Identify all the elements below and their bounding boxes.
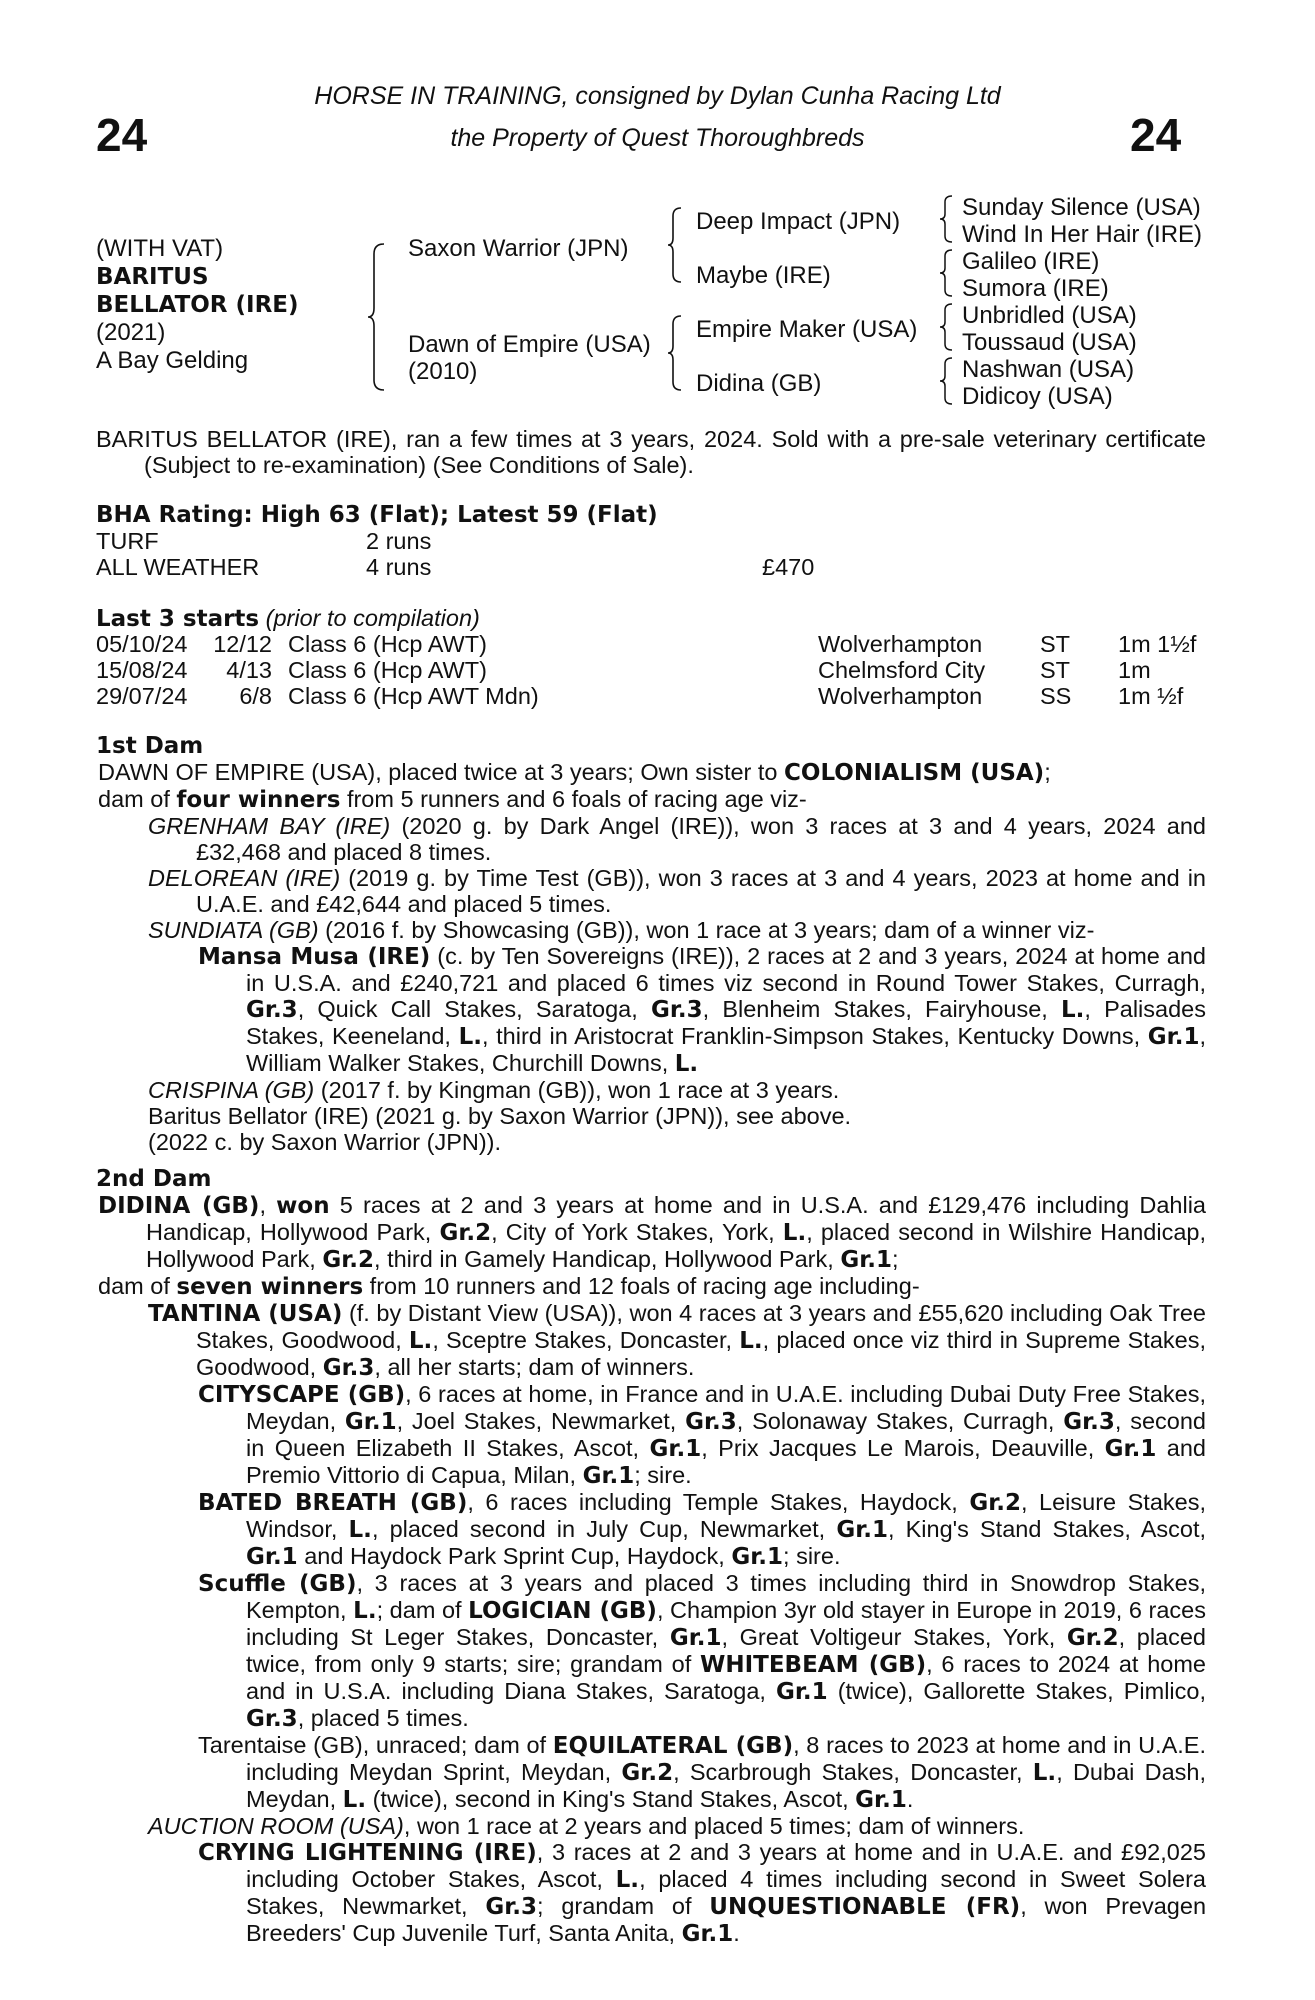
ancestor-1: Sunday Silence (USA) xyxy=(962,194,1201,221)
start-position: 4/13 xyxy=(226,657,272,683)
dam: Dawn of Empire (USA) xyxy=(408,331,651,358)
horse-year: (2021) xyxy=(96,319,166,346)
horse-identity xyxy=(96,235,299,375)
second-dam-section xyxy=(98,1192,1206,1947)
rating-earnings: £470 xyxy=(762,554,815,580)
g2-bracket xyxy=(940,248,956,298)
start-course: Chelmsford City xyxy=(818,657,986,683)
start-going: ST xyxy=(1040,657,1071,683)
first-dam-summary: DAWN OF EMPIRE (USA), placed twice at 3 years; Own sister to COLONIALISM (USA); xyxy=(98,759,1051,786)
horse-name-line2: BELLATOR (IRE) xyxy=(96,292,299,318)
sire-bracket xyxy=(668,206,686,284)
consignor-line: HORSE IN TRAINING, consigned by Dylan Cunha Racing Ltd xyxy=(314,82,1001,110)
start-course: Wolverhampton xyxy=(818,683,983,709)
second-dam-summary: DIDINA (GB), won 5 races at 2 and 3 years at home and in U.S.A. and £129,476 including Dahlia Handicap, Hollywood Park, Gr.2, City of York Stakes, York, L., placed second in Wilshire Handicap, Hollywood Park, Gr.2, third in Gamely Handicap, Hollywood Park, Gr.1; xyxy=(98,1192,1207,1273)
rating-surface: ALL WEATHER xyxy=(96,554,260,580)
second-dam-produce-summary: dam of seven winners from 10 runners and 12 foals of racing age including- xyxy=(98,1273,920,1300)
first-dam-heading: 1st Dam xyxy=(96,733,204,759)
ancestor-7: Nashwan (USA) xyxy=(962,356,1135,383)
g4-bracket xyxy=(940,356,956,406)
second-dam-heading: 2nd Dam xyxy=(96,1166,212,1192)
produce-auction-room: AUCTION ROOM (USA), won 1 race at 2 years and placed 5 times; dam of winners. xyxy=(148,1813,1025,1839)
start-going: ST xyxy=(1040,631,1071,657)
start-date: 05/10/24 xyxy=(96,631,188,657)
start-distance: 1m ½f xyxy=(1118,683,1184,709)
lot-number-right: 24 xyxy=(1130,109,1182,161)
last-starts-heading: Last 3 starts (prior to compilation) xyxy=(96,605,480,632)
first-dam-section xyxy=(98,759,1206,1155)
produce-crispina: CRISPINA (GB) (2017 f. by Kingman (GB)), won 1 race at 3 years. xyxy=(148,1077,840,1103)
start-race: Class 6 (Hcp AWT) xyxy=(288,631,487,657)
start-going: SS xyxy=(1040,683,1072,709)
start-race: Class 6 (Hcp AWT) xyxy=(288,657,487,683)
first-dam-produce-summary: dam of four winners from 5 runners and 6 foals of racing age viz- xyxy=(98,786,807,813)
start-distance: 1m 1½f xyxy=(1118,631,1197,657)
sire: Saxon Warrior (JPN) xyxy=(408,235,629,262)
start-position: 12/12 xyxy=(213,631,272,657)
ancestor-4: Sumora (IRE) xyxy=(962,275,1109,302)
rating-runs: 4 runs xyxy=(366,554,432,580)
sire-sire: Deep Impact (JPN) xyxy=(696,208,901,235)
ancestor-3: Galileo (IRE) xyxy=(962,248,1100,275)
produce-grenham-bay: GRENHAM BAY (IRE) (2020 g. by Dark Angel (IRE)), won 3 races at 3 and 4 years, 2024 and £32,468 and placed 8 times. xyxy=(148,813,1206,865)
start-date: 29/07/24 xyxy=(96,683,188,709)
produce-delorean: DELOREAN (IRE) (2019 g. by Time Test (GB)), won 3 races at 3 and 4 years, 2023 at home and in U.A.E. and £42,644 and placed 5 times. xyxy=(148,865,1206,917)
dam-dam: Didina (GB) xyxy=(696,370,822,397)
ancestor-8: Didicoy (USA) xyxy=(962,383,1113,410)
produce-crying-lightening: CRYING LIGHTENING (IRE), 3 races at 2 and 3 years at home and in U.A.E. and £92,025 including October Stakes, Ascot, L., placed 4 times including second in Sweet Solera Stakes, Newmarket, Gr.3; grandam of UNQUESTIONABLE (FR), won Prevagen Breeders' Cup Juvenile Turf, Santa Anita, Gr.1. xyxy=(198,1839,1207,1947)
start-race: Class 6 (Hcp AWT Mdn) xyxy=(288,683,539,709)
ancestor-5: Unbridled (USA) xyxy=(962,302,1137,329)
produce-2022-colt: (2022 c. by Saxon Warrior (JPN)). xyxy=(148,1129,502,1155)
dam-sire: Empire Maker (USA) xyxy=(696,316,918,343)
property-line: the Property of Quest Thoroughbreds xyxy=(450,124,865,152)
start-position: 6/8 xyxy=(239,683,272,709)
rating-runs: 2 runs xyxy=(366,528,432,554)
dam-bracket xyxy=(668,314,686,392)
start-distance: 1m xyxy=(1118,657,1151,683)
horse-description: A Bay Gelding xyxy=(96,347,249,374)
lot-number-left: 24 xyxy=(96,109,148,161)
sire-dam-bracket xyxy=(368,242,390,392)
produce-tantina: TANTINA (USA) (f. by Distant View (USA)), won 4 races at 3 years and £55,620 including Oak Tree Stakes, Goodwood, L., Sceptre Stakes, Doncaster, L., placed once viz third in Supreme Stakes, Goodwood, Gr.3, all her starts; dam of winners. xyxy=(148,1300,1206,1381)
g1-bracket xyxy=(940,194,956,244)
produce-cityscape: CITYSCAPE (GB), 6 races at home, in France and in U.A.E. including Dubai Duty Free Stakes, Meydan, Gr.1, Joel Stakes, Newmarket, Gr.3, Solonaway Stakes, Curragh, Gr.3, second in Queen Elizabeth II Stakes, Ascot, Gr.1, Prix Jacques Le Marois, Deauville, Gr.1 and Premio Vittorio di Capua, Milan, Gr.1; sire. xyxy=(198,1381,1206,1489)
produce-baritus-bellator: Baritus Bellator (IRE) (2021 g. by Saxon Warrior (JPN)), see above. xyxy=(148,1103,852,1129)
start-course: Wolverhampton xyxy=(818,631,983,657)
bha-rating-heading: BHA Rating: High 63 (Flat); Latest 59 (Flat) xyxy=(96,502,658,528)
produce-mansa-musa: Mansa Musa (IRE) (c. by Ten Sovereigns (IRE)), 2 races at 2 and 3 years, 2024 at home and in U.S.A. and £240,721 and placed 6 times viz second in Round Tower Stakes, Curragh, Gr.3, Quick Call Stakes, Saratoga, Gr.3, Blenheim Stakes, Fairyhouse, L., Palisades Stakes, Keeneland, L., third in Aristocrat Franklin-Simpson Stakes, Kentucky Downs, Gr.1, William Walker Stakes, Churchill Downs, L. xyxy=(198,943,1206,1077)
start-date: 15/08/24 xyxy=(96,657,188,683)
sire-dam: Maybe (IRE) xyxy=(696,262,831,289)
produce-tarentaise: Tarentaise (GB), unraced; dam of EQUILATERAL (GB), 8 races to 2023 at home and in U.A.E. including Meydan Sprint, Meydan, Gr.2, Scarbrough Stakes, Doncaster, L., Dubai Dash, Meydan, L. (twice), second in King's Stand Stakes, Ascot, Gr.1. xyxy=(198,1732,1206,1813)
vat-note: (WITH VAT) xyxy=(96,235,224,262)
g3-bracket xyxy=(940,302,956,352)
dam-year: (2010) xyxy=(408,358,478,385)
produce-sundiata: SUNDIATA (GB) (2016 f. by Showcasing (GB)), won 1 race at 3 years; dam of a winner viz- xyxy=(148,917,1095,943)
ancestor-2: Wind In Her Hair (IRE) xyxy=(962,221,1203,248)
produce-bated-breath: BATED BREATH (GB), 6 races including Temple Stakes, Haydock, Gr.2, Leisure Stakes, Windsor, L., placed second in July Cup, Newmarket, Gr.1, King's Stand Stakes, Ascot, Gr.1 and Haydock Park Sprint Cup, Haydock, Gr.1; sire. xyxy=(198,1489,1207,1570)
rating-surface: TURF xyxy=(96,528,159,554)
produce-scuffle: Scuffle (GB), 3 races at 3 years and placed 3 times including third in Snowdrop Stakes, Kempton, L.; dam of LOGICIAN (GB), Champion 3yr old stayer in Europe in 2019, 6 races including St Leger Stakes, Doncaster, Gr.1, Great Voltigeur Stakes, York, Gr.2, placed twice, from only 9 starts; sire; grandam of WHITEBEAM (GB), 6 races to 2024 at home and in U.S.A. including Diana Stakes, Saratoga, Gr.1 (twice), Gallorette Stakes, Pimlico, Gr.3, placed 5 times. xyxy=(198,1570,1206,1732)
intro-paragraph: BARITUS BELLATOR (IRE), ran a few times at 3 years, 2024. Sold with a pre-sale veterinary certificate (Subject to re-examination) (See Conditions of Sale). xyxy=(96,426,1206,478)
ancestor-6: Toussaud (USA) xyxy=(962,329,1137,356)
horse-name-line1: BARITUS xyxy=(96,264,209,290)
